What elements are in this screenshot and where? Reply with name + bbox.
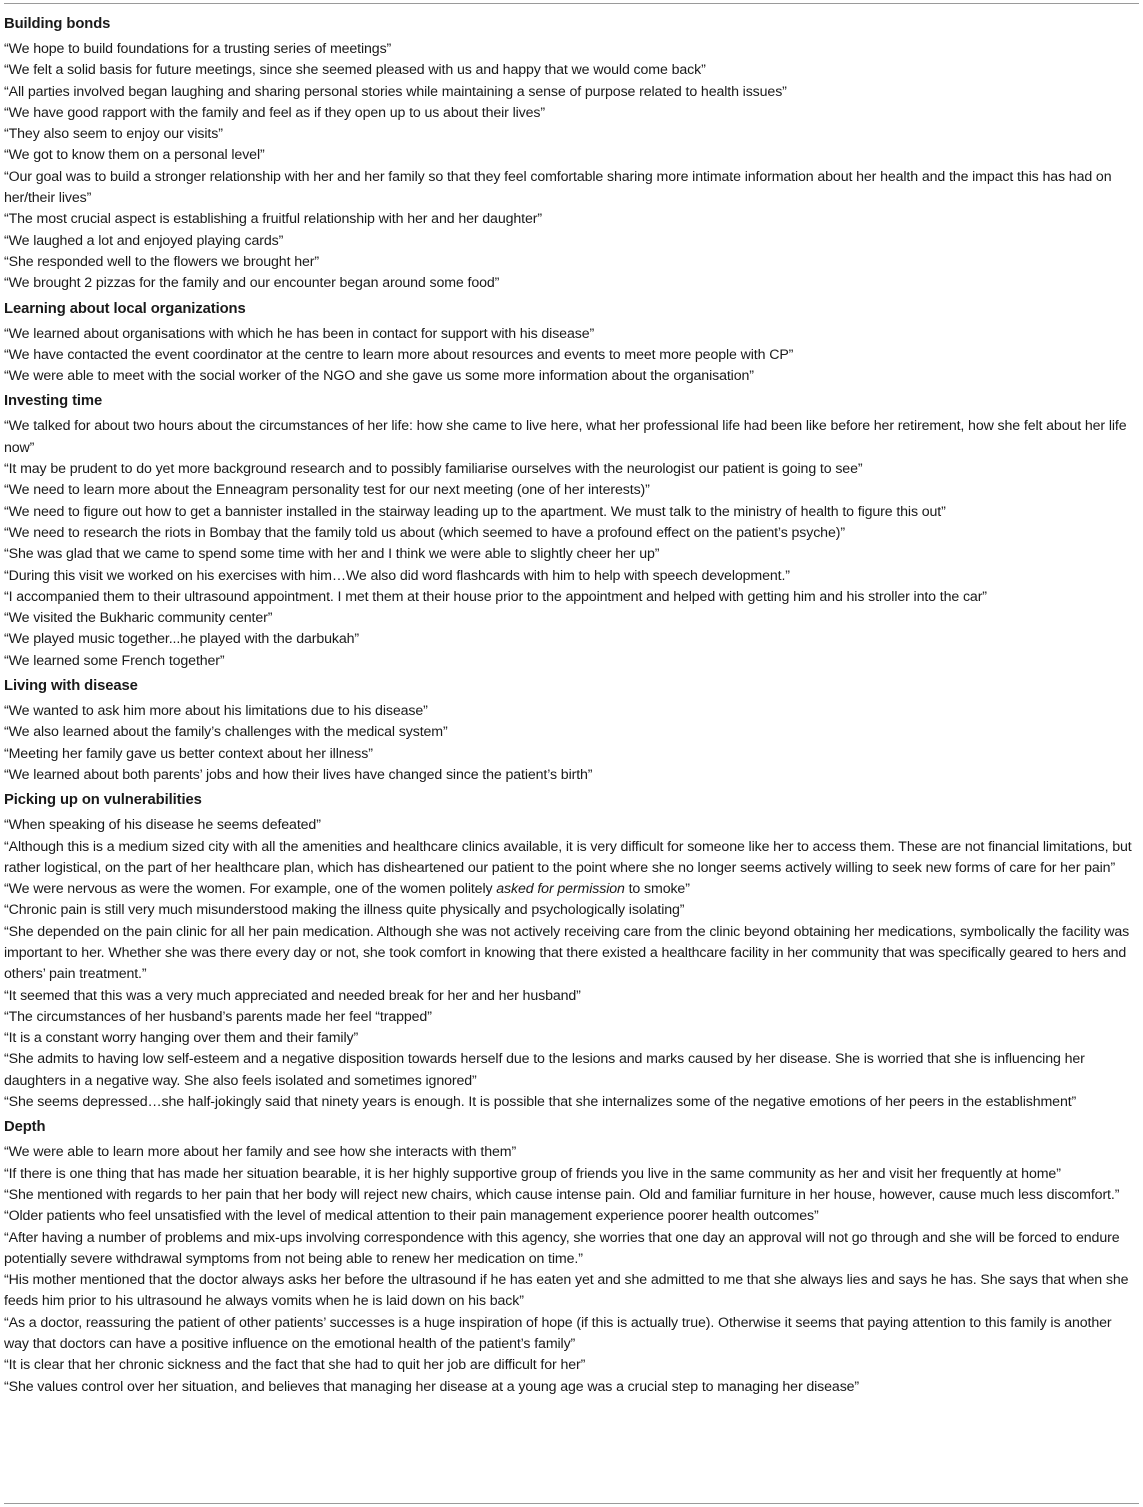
quote-text: “She values control over her situation, and believes that managing her disease at a young age was a crucial step to managing her disease”: [4, 1378, 860, 1395]
quote-text: “We also learned about the family’s challenges with the medical system”: [4, 724, 448, 741]
quote-text: “During this visit we worked on his exercises with him…We also did word flashcards with him to help with speech development.”: [4, 567, 790, 584]
quote-text: “We have good rapport with the family and feel as if they open up to us about their lives”: [4, 104, 545, 121]
quote-text: “The most crucial aspect is establishing a fruitful relationship with her and her daughter”: [4, 211, 542, 228]
quote-text: [4, 879, 1139, 900]
quote-text: “We need to learn more about the Enneagram personality test for our next meeting (one of her interests)”: [4, 482, 650, 499]
quote-text: “After having a number of problems and mix-ups involving correspondence with this agency, she worries that one day an approval will not go through and she will be forced to endure potentially severe withdrawal symptoms from not being able to renew her medication on time.”: [4, 1229, 1120, 1267]
quote-text: “We felt a solid basis for future meetings, since she seemed pleased with us and happy that we would come back”: [4, 62, 706, 79]
quote-text: “It is clear that her chronic sickness and the fact that she had to quit her job are difficult for her”: [4, 1357, 586, 1374]
quote-text: “We need to figure out how to get a bannister installed in the stairway leading up to the apartment. We must talk to the ministry of health to figure this out”: [4, 503, 946, 520]
quote-text: “Meeting her family gave us better context about her illness”: [4, 745, 373, 762]
quote-text: “She was glad that we came to spend some time with her and I think we were able to slightly cheer her up”: [4, 546, 660, 563]
section: [4, 676, 1139, 786]
quote-text: “We hope to build foundations for a trusting series of meetings”: [4, 41, 392, 57]
quote-text: “All parties involved began laughing and sharing personal stories while maintaining a sense of purpose related to health issues”: [4, 83, 787, 100]
quote-text: “If there is one thing that has made her situation bearable, it is her highly supportive group of friends you live in the same community as her and visit her frequently at home”: [4, 1165, 1061, 1182]
quote-text: “We got to know them on a personal level”: [4, 147, 265, 164]
quote-emphasis: asked for permission: [496, 881, 625, 898]
quote-text: “We were able to learn more about her family and see how she interacts with them”: [4, 1144, 517, 1161]
quote-text: “We learned some French together”: [4, 652, 225, 669]
quote-text: “Chronic pain is still very much misunderstood making the illness quite physically and psychologically isolating”: [4, 902, 685, 919]
quotes-table: [4, 4, 1139, 1398]
quote-text: “Although this is a medium sized city with all the amenities and healthcare clinics available, it is very difficult for someone like her to access them. These are not financial limitations, but rather logistical, on the part of her healthcare plan, which has disheartened our patient to the point where she no longer seems actively willing to seek new forms of care for her pain”: [4, 838, 1132, 876]
section-title: Picking up on vulnerabilities: [4, 792, 202, 809]
quote-text: “Our goal was to build a stronger relationship with her and her family so that they feel comfortable sharing more intimate information about her health and the impact this has had on her/their lives”: [4, 168, 1112, 207]
quote-text: “We talked for about two hours about the circumstances of her life: how she came to live here, what her professional life had been like before her retirement, how she felt about her life now”: [4, 418, 1127, 456]
quote-text: “We need to research the riots in Bombay that the family told us about (which seemed to have a profound effect on the patient’s psyche)”: [4, 524, 845, 541]
quote-text: “We visited the Bukharic community center”: [4, 610, 273, 627]
bottom-rule: [4, 1503, 1139, 1504]
quote-text: “When speaking of his disease he seems defeated”: [4, 817, 321, 834]
quote-text: “We were able to meet with the social worker of the NGO and she gave us some more information about the organisation”: [4, 368, 754, 385]
section-title: Investing time: [4, 393, 103, 410]
quote-text: “As a doctor, reassuring the patient of other patients’ successes is a huge inspiration of hope (if this is actually true). Otherwise it seems that paying attention to this family is another way that doctors can have a positive influence on the emotional health of the patient’s family”: [4, 1314, 1112, 1353]
section: [4, 14, 1139, 295]
quote-text: “It is a constant worry hanging over them and their family”: [4, 1030, 359, 1047]
section-title: Depth: [4, 1119, 46, 1136]
section-title: Building bonds: [4, 16, 111, 32]
quote-text: “We wanted to ask him more about his limitations due to his disease”: [4, 703, 428, 720]
section: [4, 391, 1139, 672]
quote-text: “She mentioned with regards to her pain that her body will reject new chairs, which cause intense pain. Old and familiar furniture in her house, however, cause much less discomfort.”: [4, 1186, 1120, 1203]
quote-text-part: to smoke”: [624, 881, 690, 898]
quote-text: “The circumstances of her husband’s parents made her feel “trapped”: [4, 1008, 432, 1025]
quote-text: “We laughed a lot and enjoyed playing cards”: [4, 232, 284, 249]
quote-text: “She depended on the pain clinic for all her pain medication. Although she was not actively receiving care from the clinic beyond obtaining her medications, symbolically the facility was important to her. Whether she was there every day or not, she took comfort in knowing that there existed a healthcare facility in her community that was specifically geared to hers and others’ pain treatment.”: [4, 923, 1130, 983]
quote-text: “They also seem to enjoy our visits”: [4, 126, 223, 143]
section-title: Learning about local organizations: [4, 300, 246, 317]
quote-text: “I accompanied them to their ultrasound appointment. I met them at their house prior to the appointment and helped with getting him and his stroller into the car”: [4, 588, 987, 605]
quote-text: “It seemed that this was a very much appreciated and needed break for her and her husband”: [4, 987, 581, 1004]
quote-text: “His mother mentioned that the doctor always asks her before the ultrasound if he has eaten yet and she admitted to me that she always lies and says he has. She says that when she feeds him prior to his ultrasound he always vomits when he is laid down on his back”: [4, 1272, 1129, 1310]
quote-text-part: “We were nervous as were the women. For example, one of the women politely: [4, 881, 497, 898]
quote-text: “She admits to having low self-esteem and a negative disposition towards herself due to the lesions and marks caused by her disease. She is worried that she is influencing her daughters in a negative way. She also feels isolated and sometimes ignored”: [4, 1051, 1085, 1089]
quote-text: “Older patients who feel unsatisfied with the level of medical attention to their pain management experience poorer health outcomes”: [4, 1208, 819, 1225]
quote-text: “We have contacted the event coordinator at the centre to learn more about resources and events to meet more people with CP”: [4, 346, 794, 363]
quote-text: “We brought 2 pizzas for the family and our encounter began around some food”: [4, 275, 500, 292]
quote-text: “We played music together...he played with the darbukah”: [4, 631, 360, 648]
quote-text: “She seems depressed…she half-jokingly said that ninety years is enough. It is possible that she internalizes some of the negative emotions of her peers in the establishment”: [4, 1094, 1077, 1111]
quote-text: “She responded well to the flowers we brought her”: [4, 253, 319, 270]
section: [4, 790, 1139, 1113]
section-title: Living with disease: [4, 678, 138, 695]
section: [4, 1117, 1139, 1398]
quote-text: “We learned about both parents’ jobs and how their lives have changed since the patient’s birth”: [4, 766, 593, 783]
quote-text: “We learned about organisations with which he has been in contact for support with his disease”: [4, 325, 595, 342]
quote-text: “It may be prudent to do yet more background research and to possibly familiarise ourselves with the neurologist our patient is going to see”: [4, 461, 863, 478]
section: [4, 299, 1139, 388]
